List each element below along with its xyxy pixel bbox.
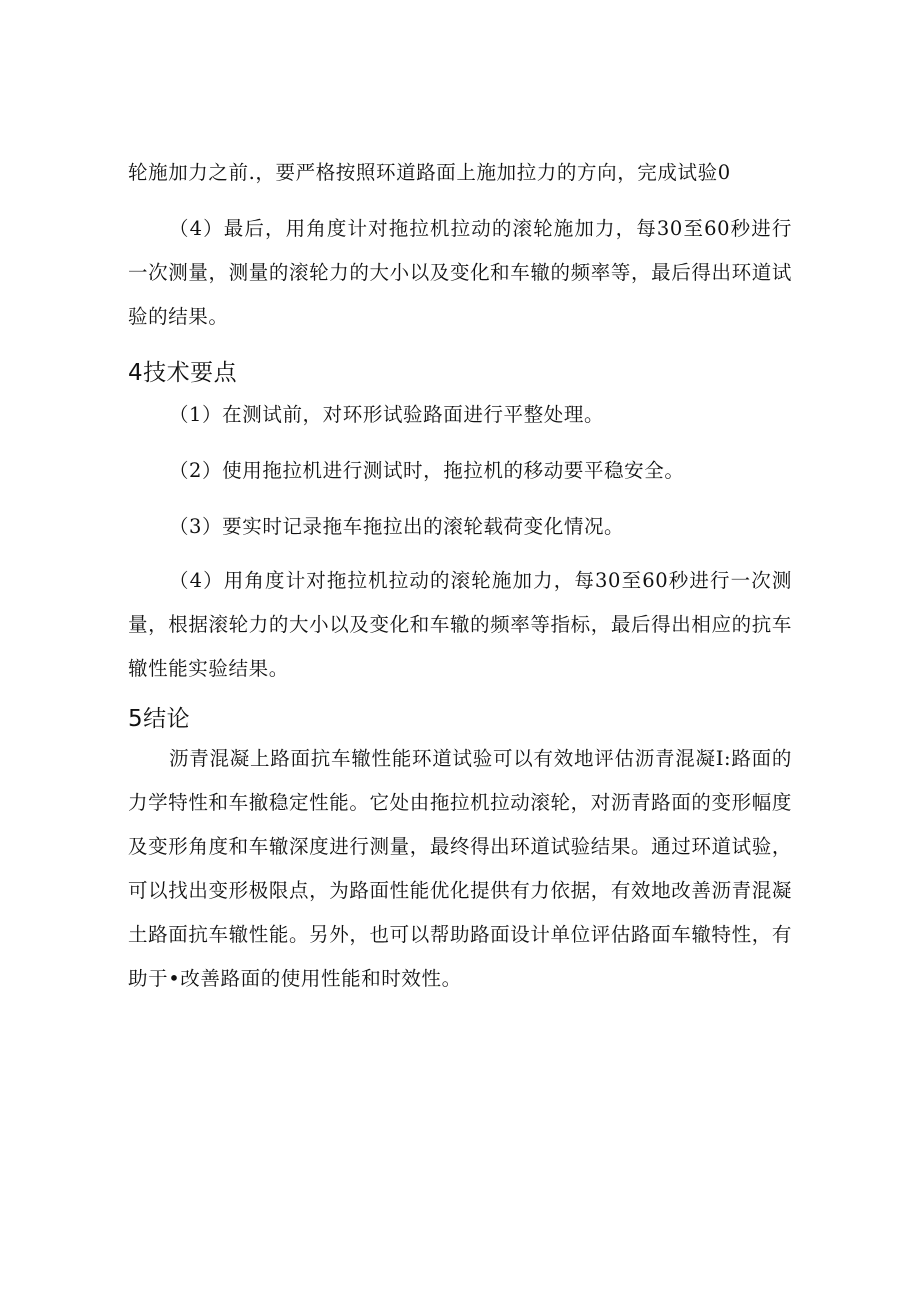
tech-point-3: （3）要实时记录拖车拖拉出的滚轮载荷变化情况。 [168,515,625,538]
section-5-heading: 5结论 [128,706,191,732]
tech-point-2: （2）使用拖拉机进行测试时，拖拉机的移动要平稳安全。 [168,459,685,482]
tech-point-4: （4）用角度计对拖拉机拉动的滚轮施加力，每30至60秒进行一次测量，根据滚轮力的大小以及变化和车辙的频率等指标，最后得出相应的抗车辙性能实验结果。 [128,569,792,680]
section-4-heading: 4技术要点 [128,360,238,386]
tech-point-1: （1）在测试前，对环形试验路面进行平整处理。 [168,403,605,426]
conclusion-paragraph: 沥青混凝上路面抗车辙性能环道试验可以有效地评估沥青混凝I:路面的力学特性和车撤稳定性能。它处由拖拉机拉动滚轮，对沥青路面的变形幅度及变形角度和车辙深度进行测量，最终得出环道试验结果。通过环道试验，可以找出变形极限点，为路面性能优化提供有力依据，有效地改善沥青混凝土路面抗车辙性能。另外，也可以帮助路面设计单位评估路面车辙特性，有助于•改善路面的使用性能和时效性。 [128,747,792,990]
continuation-paragraph: 轮施加力之前.，要严格按照环道路面上施加拉力的方向，完成试验0 [128,161,731,184]
step-4-paragraph: （4）最后，用角度计对拖拉机拉动的滚轮施加力，每30至60秒进行一次测量，测量的滚轮力的大小以及变化和车辙的频率等，最后得出环道试验的结果。 [128,217,792,328]
